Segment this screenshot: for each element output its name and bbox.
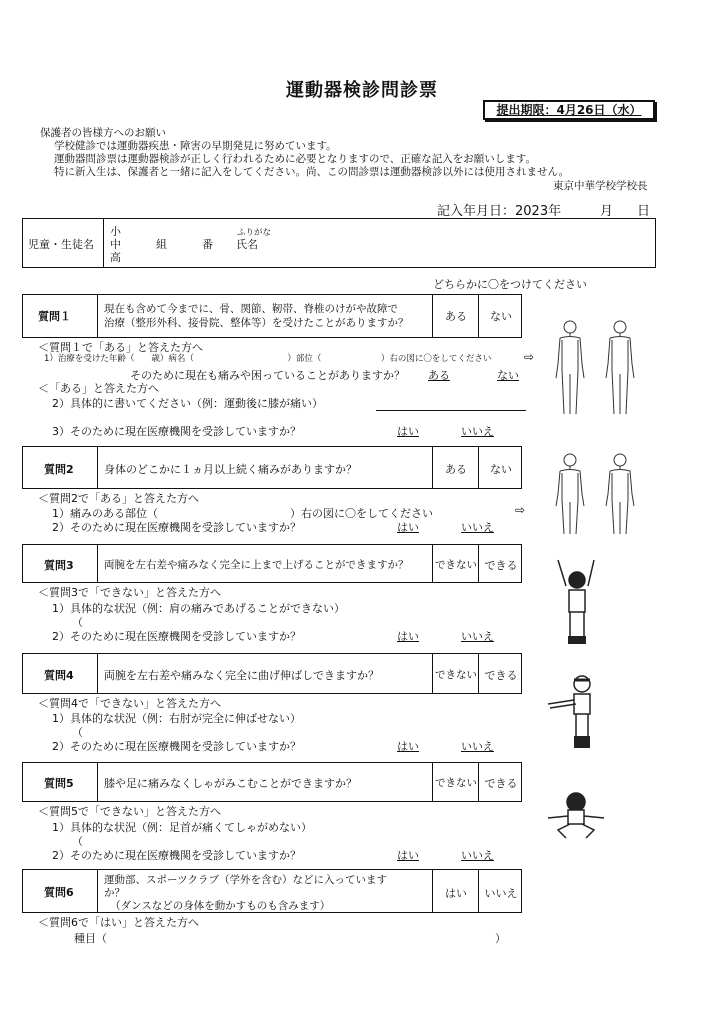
date-label: 記入年月日：2023年: [437, 204, 562, 219]
q2-sub2-no[interactable]: いいえ: [461, 521, 494, 534]
q4-option-cannot[interactable]: できない: [435, 669, 477, 681]
body-diagram-icon[interactable]: [548, 452, 648, 537]
divider: [478, 653, 479, 694]
q5-sub2: 2）そのために現在医療機関を受診していますか？: [52, 849, 301, 862]
date-month: 月: [600, 204, 614, 219]
deadline-box: [483, 100, 655, 120]
divider: [478, 869, 479, 913]
q3-sub2-no[interactable]: いいえ: [461, 630, 494, 643]
body-diagram-icon[interactable]: [548, 318, 648, 418]
divider: [432, 869, 433, 913]
q1-option-yes[interactable]: ある: [445, 310, 467, 323]
q6-sub1: 種目（: [74, 932, 107, 945]
q2-sub2-yes[interactable]: はい: [397, 521, 419, 534]
q1-option-no[interactable]: ない: [490, 310, 512, 323]
q5-sub2-yes[interactable]: はい: [397, 849, 419, 862]
q3-sub2-yes[interactable]: はい: [397, 630, 419, 643]
q3-number: 質問3: [44, 559, 74, 572]
divider: [478, 294, 479, 338]
q5-option-cannot[interactable]: できない: [435, 777, 477, 789]
intro-line-1: 学校健診では運動器疾患・障害の早期発見に努めています。: [54, 140, 337, 152]
q3-option-cannot[interactable]: できない: [435, 559, 477, 571]
q6-option-no[interactable]: いいえ: [484, 887, 518, 900]
q5-sub1: 1）具体的な状況（例：足首が痛くてしゃがめない）: [52, 821, 312, 834]
q2-sub1: 1）痛みのある部位（ ）右の図に〇をしてください: [52, 507, 433, 520]
q2-number: 質問2: [44, 463, 74, 476]
q6-text-1: 運動部、スポーツクラブ（学外を含む）などに入っています: [104, 874, 387, 886]
greeting: 保護者の皆様方へのお願い: [40, 127, 166, 139]
q1-sub3-yes[interactable]: はい: [397, 425, 419, 438]
divider: [97, 869, 98, 913]
divider: [432, 762, 433, 802]
divider: [432, 544, 433, 583]
q3-followup: ＜質問3で「できない」と答えた方へ: [38, 586, 221, 599]
q5-paren[interactable]: （: [72, 835, 83, 848]
level-elementary[interactable]: 小: [110, 225, 121, 238]
q5-text: 膝や足に痛みなくしゃがみこむことができますか？: [104, 777, 357, 790]
divider: [432, 653, 433, 694]
arms-raised-figure-icon: [548, 558, 608, 648]
q1-followup2: ＜「ある」と答えた方へ: [38, 382, 159, 395]
divider: [478, 446, 479, 489]
q4-number: 質問4: [44, 669, 74, 682]
divider: [97, 544, 98, 583]
q5-sub2-no[interactable]: いいえ: [461, 849, 494, 862]
divider: [97, 446, 98, 489]
q1-detail: 1）治療を受けた年齢（ 歳）病名（ ）部位（ ）右の図に〇をしてください: [44, 354, 492, 364]
divider: [97, 294, 98, 338]
arms-extended-figure-icon: [546, 672, 606, 754]
q3-sub1: 1）具体的な状況（例：肩の痛みであげることができない）: [52, 602, 345, 615]
divider: [432, 294, 433, 338]
q1-text-1: 現在も含めて今までに、骨、関節、靭帯、脊椎のけがや故障で: [104, 303, 398, 315]
squatting-figure-icon: [544, 790, 608, 840]
arrow-right-icon: ⇨: [515, 503, 526, 517]
q4-sub2-yes[interactable]: はい: [397, 740, 419, 753]
q2-option-no[interactable]: ない: [490, 463, 512, 476]
q6-close: ）: [495, 932, 506, 945]
q2-option-yes[interactable]: ある: [445, 463, 467, 476]
q6-text-2: か？: [104, 887, 125, 899]
q6-text-3: （ダンスなどの身体を動かすものも含みます）: [110, 900, 331, 912]
class-label: 組: [156, 238, 167, 251]
q1-sub3-no[interactable]: いいえ: [461, 425, 494, 438]
q2-followup: ＜質問2で「ある」と答えた方へ: [38, 492, 199, 505]
q6-option-yes[interactable]: はい: [445, 887, 467, 900]
name-label: 氏名: [236, 238, 258, 251]
level-high[interactable]: 高: [110, 251, 121, 264]
q3-option-can[interactable]: できる: [484, 559, 518, 572]
q4-sub2-no[interactable]: いいえ: [461, 740, 494, 753]
q3-sub2: 2）そのために現在医療機関を受診していますか？: [52, 630, 301, 643]
intro-line-2: 運動器問診票は運動器検診が正しく行われるために必要となりますので、正確な記入をお願いします。: [54, 153, 536, 165]
q5-option-can[interactable]: できる: [484, 777, 518, 790]
q4-sub2: 2）そのために現在医療機関を受診していますか？: [52, 740, 301, 753]
q4-paren[interactable]: （: [72, 726, 83, 739]
page-title: 運動器検診問診票: [286, 80, 438, 101]
q6-followup: ＜質問6で「はい」と答えた方へ: [38, 916, 199, 929]
q5-followup: ＜質問5で「できない」と答えた方へ: [38, 805, 221, 818]
divider: [432, 446, 433, 489]
q1-text-2: 治療（整形外科、接骨院、整体等）を受けたことがありますか？: [104, 317, 409, 329]
q1-followup: ＜質問１で「ある」と答えた方へ: [38, 341, 203, 354]
q1-sub2: 2）具体的に書いてください（例：運動後に膝が痛い）: [52, 397, 323, 410]
q1-sub3: 3）そのために現在医療機関を受診していますか？: [52, 425, 301, 438]
q3-paren[interactable]: （: [72, 616, 83, 629]
deadline-text: 提出期限：4月26日（水）: [496, 103, 642, 117]
q1-number: 質問１: [38, 310, 71, 323]
q1-sub2-line[interactable]: [376, 410, 526, 411]
divider: [478, 544, 479, 583]
instruction: どちらかに〇をつけてください: [433, 278, 587, 291]
divider: [103, 218, 104, 268]
signature: 東京中華学校学校長: [553, 180, 648, 192]
student-label: 児童・生徒名: [28, 238, 94, 251]
q4-followup: ＜質問4で「できない」と答えた方へ: [38, 697, 221, 710]
q4-sub1: 1）具体的な状況（例：右肘が完全に伸ばせない）: [52, 712, 301, 725]
q1-sub1-yes[interactable]: ある: [428, 369, 450, 382]
arrow-right-icon: ⇨: [524, 350, 535, 364]
q2-sub2: 2）そのために現在医療機関を受診していますか？: [52, 521, 301, 534]
intro-line-3: 特に新入生は、保護者と一緒に記入をしてください。尚、この問診票は運動器検診以外には使用されません。: [54, 166, 570, 178]
q4-text: 両腕を左右差や痛みなく完全に曲げ伸ばしできますか？: [104, 669, 379, 682]
q4-option-can[interactable]: できる: [484, 669, 518, 682]
number-label: 番: [202, 238, 213, 251]
q1-sub1-no[interactable]: ない: [497, 369, 519, 382]
divider: [97, 653, 98, 694]
q2-text: 身体のどこかに１ヵ月以上続く痛みがありますか？: [104, 463, 357, 476]
divider: [478, 762, 479, 802]
q3-text: 両腕を左右差や痛みなく完全に上まで上げることができますか？: [104, 559, 409, 571]
date-day: 日: [637, 204, 651, 219]
q1-sub1: そのために現在も痛みや困っていることがありますか？: [130, 369, 405, 382]
level-middle[interactable]: 中: [110, 238, 121, 251]
divider: [97, 762, 98, 802]
q5-number: 質問5: [44, 777, 74, 790]
q6-number: 質問6: [44, 886, 74, 899]
furigana-label: ふりがな: [237, 228, 272, 238]
